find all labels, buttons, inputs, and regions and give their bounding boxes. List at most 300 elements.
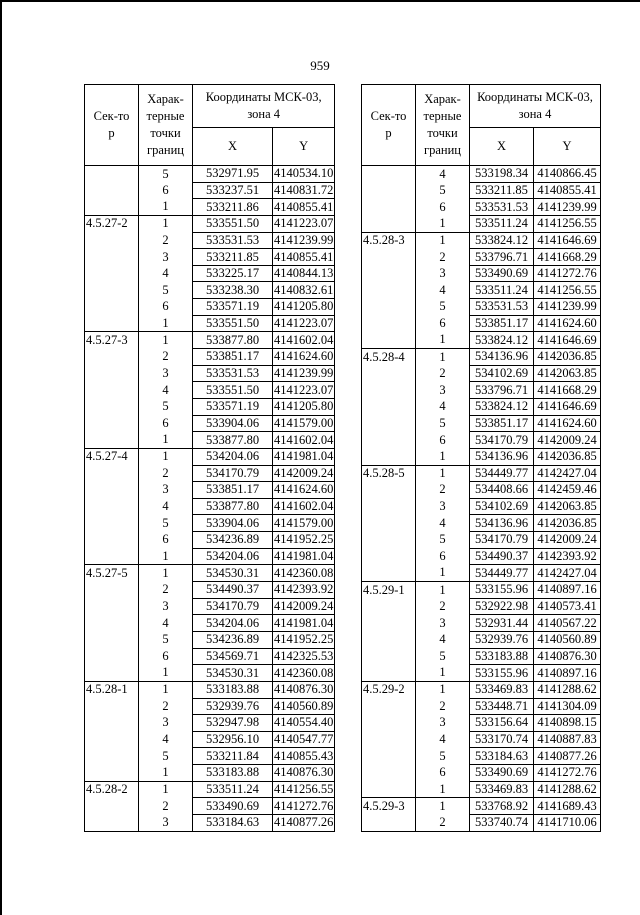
point-number-cell: 1	[139, 665, 193, 682]
sector-cell	[85, 515, 139, 532]
point-number-cell: 1	[416, 232, 470, 249]
coord-y-cell: 4140855.41	[274, 249, 334, 264]
coord-x-cell: 534170.79	[193, 598, 273, 615]
point-number-cell: 1	[416, 349, 470, 366]
sector-cell: 4.5.29-1	[362, 582, 416, 599]
coord-x-cell: 533851.17	[470, 315, 534, 332]
sector-cell	[362, 631, 416, 648]
coord-y-cell: 4142009.24	[274, 465, 334, 480]
coord-x-cell: 534569.71	[193, 648, 273, 665]
table-row	[85, 398, 335, 415]
sector-cell	[362, 265, 416, 282]
point-number-cell: 2	[416, 365, 470, 382]
table-row	[85, 166, 335, 183]
table-row	[362, 365, 601, 382]
point-number-cell: 5	[416, 648, 470, 665]
sector-cell	[85, 365, 139, 382]
coord-y-cell: 4141223.07	[274, 382, 334, 397]
point-number-cell: 4	[416, 731, 470, 748]
table-row	[85, 349, 335, 366]
coord-x-cell: 533740.74	[470, 814, 534, 831]
coord-y-cell: 4142427.04	[534, 465, 601, 482]
table-row	[362, 249, 601, 266]
sector-cell	[362, 415, 416, 432]
sector-cell: 4.5.27-4	[85, 448, 139, 465]
point-number-cell: 2	[139, 465, 193, 482]
coord-x-cell: 533238.30	[193, 282, 273, 299]
table-row	[85, 698, 335, 715]
table-row	[85, 215, 335, 232]
table-row	[362, 631, 601, 648]
coord-y-cell: 4141646.69	[534, 232, 601, 249]
point-number-cell: 5	[416, 748, 470, 765]
point-number-cell: 2	[416, 698, 470, 715]
table-row	[362, 282, 601, 299]
sector-cell	[85, 648, 139, 665]
coord-y-cell: 4141668.29	[534, 382, 601, 399]
point-number-cell: 1	[416, 798, 470, 815]
sector-cell	[362, 432, 416, 449]
coord-y-cell: 4142009.24	[274, 598, 334, 613]
table-row	[362, 265, 601, 282]
coord-x-cell: 533225.17	[193, 265, 273, 282]
coord-x-cell: 533237.51	[193, 182, 273, 199]
sector-cell	[362, 731, 416, 748]
sector-cell: 4.5.27-5	[85, 565, 139, 582]
coord-y-cell: 4141952.25	[274, 632, 334, 647]
sector-cell	[362, 598, 416, 615]
coord-y-cell: 4141288.62	[534, 781, 601, 798]
point-number-cell: 1	[416, 215, 470, 232]
sector-cell	[85, 415, 139, 432]
sector-cell	[362, 548, 416, 565]
point-number-cell: 6	[416, 199, 470, 216]
point-number-cell: 1	[139, 215, 193, 232]
table-row	[362, 182, 601, 199]
sector-cell	[85, 748, 139, 765]
page-number: 959	[310, 58, 330, 73]
table-row	[85, 665, 335, 682]
table-row	[85, 631, 335, 648]
coord-x-cell: 533511.24	[193, 781, 273, 798]
coordinates-table-right	[361, 84, 601, 832]
point-number-cell: 1	[416, 781, 470, 798]
table-row	[362, 648, 601, 665]
coord-x-cell: 533904.06	[193, 515, 273, 532]
coord-y-cell: 4141624.60	[274, 349, 334, 364]
coord-y-cell: 4141205.80	[274, 399, 334, 414]
coord-x-cell: 533183.88	[193, 765, 273, 782]
scan-border-left	[0, 0, 2, 915]
coord-y-cell: 4140876.30	[274, 682, 334, 697]
coord-y-cell: 4141223.07	[274, 216, 334, 231]
sector-cell	[362, 765, 416, 782]
table-row	[362, 748, 601, 765]
point-number-cell: 4	[416, 282, 470, 299]
coord-x-cell: 533155.96	[470, 582, 534, 599]
point-number-cell: 4	[139, 498, 193, 515]
point-number-cell: 3	[139, 365, 193, 382]
header-x: X	[470, 128, 534, 166]
table-row	[362, 798, 601, 815]
sector-cell	[85, 199, 139, 216]
coord-x-cell: 533824.12	[470, 398, 534, 415]
coord-y-cell: 4140898.15	[534, 715, 601, 732]
header-y: Y	[273, 128, 335, 166]
table-row	[362, 315, 601, 332]
coord-x-cell: 533211.85	[193, 249, 273, 266]
coord-y-cell: 4140560.89	[534, 631, 601, 648]
table-row	[362, 814, 601, 831]
point-number-cell: 5	[416, 415, 470, 432]
table-row	[85, 765, 335, 782]
coord-x-cell: 532922.98	[470, 598, 534, 615]
point-number-cell: 1	[416, 582, 470, 599]
sector-cell	[85, 532, 139, 549]
table-row	[362, 448, 601, 465]
coord-x-cell: 533511.24	[470, 215, 534, 232]
coord-y-cell: 4141304.09	[534, 698, 601, 715]
coord-x-cell: 533768.92	[470, 798, 534, 815]
coord-x-cell: 532931.44	[470, 615, 534, 632]
sector-cell	[85, 382, 139, 399]
point-number-cell: 3	[416, 498, 470, 515]
point-number-cell: 5	[139, 166, 193, 183]
coord-x-cell: 533170.74	[470, 731, 534, 748]
table-row	[362, 232, 601, 249]
table-row	[85, 249, 335, 266]
point-number-cell: 4	[416, 166, 470, 183]
point-number-cell: 3	[139, 249, 193, 266]
coord-y-cell: 4142036.85	[534, 448, 601, 465]
table-row	[362, 615, 601, 632]
coord-x-cell: 533448.71	[470, 698, 534, 715]
coord-x-cell: 533904.06	[193, 415, 273, 432]
coord-y-cell: 4141239.99	[534, 299, 601, 316]
coord-y-cell: 4140844.13	[274, 266, 334, 281]
table-row	[362, 465, 601, 482]
point-number-cell: 2	[139, 582, 193, 599]
coord-y-cell: 4140876.30	[534, 648, 601, 665]
sector-cell	[362, 199, 416, 216]
point-number-cell: 6	[139, 182, 193, 199]
coord-y-cell: 4140534.10	[274, 166, 334, 181]
table-row	[85, 182, 335, 199]
sector-cell	[85, 631, 139, 648]
point-number-cell: 5	[139, 398, 193, 415]
coord-x-cell: 533796.71	[470, 382, 534, 399]
sector-cell	[362, 532, 416, 549]
coord-y-cell: 4142325.53	[274, 648, 334, 663]
point-number-cell: 3	[139, 715, 193, 732]
sector-cell	[85, 814, 139, 831]
point-number-cell: 1	[139, 765, 193, 782]
coord-y-cell: 4142009.24	[534, 532, 601, 549]
sector-cell	[362, 282, 416, 299]
sector-cell	[362, 648, 416, 665]
point-number-cell: 1	[416, 665, 470, 682]
coord-y-cell: 4141239.99	[274, 366, 334, 380]
point-number-cell: 3	[139, 598, 193, 615]
sector-cell: 4.5.29-2	[362, 681, 416, 698]
sector-cell	[362, 515, 416, 532]
sector-cell: 4.5.27-2	[85, 215, 139, 232]
sector-cell	[85, 498, 139, 515]
coord-x-cell: 533796.71	[470, 249, 534, 266]
coord-y-cell: 4140855.43	[274, 748, 334, 763]
sector-cell	[362, 166, 416, 183]
point-number-cell: 1	[139, 199, 193, 216]
header-points: Харак-терные точки границ	[416, 85, 470, 166]
sector-cell: 4.5.29-3	[362, 798, 416, 815]
table-row	[85, 781, 335, 798]
coord-x-cell: 533571.19	[193, 299, 273, 316]
table-row	[362, 215, 601, 232]
coord-x-cell: 533851.17	[193, 482, 273, 499]
header-coords: Координаты МСК-03, зона 4	[470, 85, 601, 128]
coord-x-cell: 533490.69	[470, 765, 534, 782]
header-y: Y	[534, 128, 601, 166]
coord-x-cell: 533531.53	[193, 365, 273, 382]
coord-y-cell: 4141710.06	[534, 814, 601, 831]
point-number-cell: 6	[416, 548, 470, 565]
sector-cell	[85, 299, 139, 316]
point-number-cell: 3	[139, 814, 193, 831]
point-number-cell: 1	[416, 332, 470, 349]
point-number-cell: 6	[416, 315, 470, 332]
table-row	[85, 681, 335, 698]
point-number-cell: 3	[139, 482, 193, 499]
point-number-cell: 5	[139, 631, 193, 648]
coord-x-cell: 533156.64	[470, 715, 534, 732]
point-number-cell: 1	[139, 315, 193, 332]
point-number-cell: 4	[139, 265, 193, 282]
point-number-cell: 4	[416, 515, 470, 532]
coord-x-cell: 533851.17	[193, 349, 273, 366]
coord-y-cell: 4141272.76	[274, 798, 334, 813]
sector-cell	[362, 498, 416, 515]
coord-x-cell: 534204.06	[193, 448, 273, 465]
sector-cell	[85, 432, 139, 449]
sector-cell	[362, 615, 416, 632]
point-number-cell: 6	[139, 415, 193, 432]
sector-cell	[85, 798, 139, 815]
coord-y-cell: 4141602.04	[274, 432, 334, 447]
coord-x-cell: 533211.84	[193, 748, 273, 765]
coord-y-cell: 4141646.69	[534, 332, 601, 349]
table-row	[362, 681, 601, 698]
table-row	[85, 715, 335, 732]
table-row	[362, 166, 601, 183]
coord-y-cell: 4141981.04	[274, 615, 334, 630]
coordinates-table-left	[84, 84, 335, 832]
point-number-cell: 2	[139, 798, 193, 815]
coord-x-cell: 533183.88	[470, 648, 534, 665]
sector-cell	[85, 398, 139, 415]
coord-x-cell: 534408.66	[470, 482, 534, 499]
table-row	[362, 781, 601, 798]
coord-x-cell: 532971.95	[193, 166, 273, 183]
table-row	[85, 515, 335, 532]
coord-x-cell: 534170.79	[470, 432, 534, 449]
sector-cell	[85, 698, 139, 715]
coord-x-cell: 534204.06	[193, 615, 273, 632]
coord-x-cell: 533531.53	[470, 199, 534, 216]
coord-y-cell: 4140876.30	[274, 765, 334, 780]
table-row	[85, 199, 335, 216]
point-number-cell: 2	[416, 482, 470, 499]
coordinates-body-right	[362, 166, 601, 832]
table-row	[362, 332, 601, 349]
coord-y-cell: 4141205.80	[274, 299, 334, 314]
coord-y-cell: 4140866.45	[534, 166, 601, 183]
point-number-cell: 2	[416, 598, 470, 615]
coord-x-cell: 533551.50	[193, 382, 273, 399]
table-row	[85, 598, 335, 615]
coord-x-cell: 533571.19	[193, 398, 273, 415]
coord-x-cell: 533551.50	[193, 315, 273, 332]
coord-y-cell: 4142427.04	[534, 565, 601, 582]
coord-y-cell: 4142459.46	[534, 482, 601, 499]
coord-y-cell: 4141668.29	[534, 249, 601, 266]
coord-y-cell: 4141239.99	[274, 232, 334, 247]
table-row	[85, 465, 335, 482]
sector-cell	[362, 332, 416, 349]
point-number-cell: 4	[139, 615, 193, 632]
coord-y-cell: 4141689.43	[534, 798, 601, 815]
table-row	[362, 432, 601, 449]
table-row	[85, 532, 335, 549]
point-number-cell: 1	[139, 565, 193, 582]
coord-x-cell: 532939.76	[470, 631, 534, 648]
coord-y-cell: 4141624.60	[534, 315, 601, 332]
coord-x-cell: 534449.77	[470, 565, 534, 582]
coord-y-cell: 4142009.24	[534, 432, 601, 449]
sector-cell	[85, 598, 139, 615]
coord-x-cell: 533211.85	[470, 182, 534, 199]
coord-y-cell: 4141646.69	[534, 398, 601, 415]
sector-cell	[362, 249, 416, 266]
table-row	[362, 698, 601, 715]
point-number-cell: 5	[139, 282, 193, 299]
coord-x-cell: 533490.69	[470, 265, 534, 282]
point-number-cell: 5	[416, 182, 470, 199]
table-row	[362, 398, 601, 415]
table-row	[362, 665, 601, 682]
point-number-cell: 4	[416, 398, 470, 415]
sector-cell	[362, 182, 416, 199]
sector-cell	[362, 715, 416, 732]
table-row	[85, 415, 335, 432]
point-number-cell: 5	[139, 748, 193, 765]
coord-y-cell: 4142393.92	[534, 548, 601, 565]
sector-cell	[362, 665, 416, 682]
coord-x-cell: 533531.53	[470, 299, 534, 316]
coord-x-cell: 534102.69	[470, 498, 534, 515]
sector-cell	[362, 698, 416, 715]
sector-cell: 4.5.27-3	[85, 332, 139, 349]
table-row	[85, 365, 335, 382]
coord-y-cell: 4140554.40	[274, 715, 334, 730]
coord-x-cell: 534236.89	[193, 532, 273, 549]
coord-x-cell: 534236.89	[193, 631, 273, 648]
sector-cell	[85, 715, 139, 732]
coord-x-cell: 533824.12	[470, 332, 534, 349]
coord-x-cell: 533155.96	[470, 665, 534, 682]
sector-cell	[85, 482, 139, 499]
point-number-cell: 1	[139, 432, 193, 449]
sector-cell	[362, 448, 416, 465]
sector-cell	[85, 249, 139, 266]
header-coords: Координаты МСК-03, зона 4	[193, 85, 335, 128]
table-row	[362, 349, 601, 366]
table-row	[362, 515, 601, 532]
sector-cell	[85, 665, 139, 682]
table-row	[85, 432, 335, 449]
sector-cell	[362, 365, 416, 382]
table-row	[85, 548, 335, 565]
sector-cell	[85, 615, 139, 632]
coord-x-cell: 534449.77	[470, 465, 534, 482]
table-row	[362, 548, 601, 565]
coord-y-cell: 4140855.41	[274, 199, 334, 214]
table-row	[85, 814, 335, 831]
coord-y-cell: 4142036.85	[534, 515, 601, 532]
coord-x-cell: 534530.31	[193, 565, 273, 582]
coord-y-cell: 4140855.41	[534, 182, 601, 199]
coord-x-cell: 533851.17	[470, 415, 534, 432]
coord-x-cell: 534102.69	[470, 365, 534, 382]
coord-y-cell: 4141256.55	[534, 215, 601, 232]
table-row	[362, 199, 601, 216]
table-row	[85, 482, 335, 499]
point-number-cell: 1	[139, 681, 193, 698]
coord-x-cell: 533211.86	[193, 199, 273, 216]
coord-y-cell: 4142360.08	[274, 665, 334, 680]
sector-cell	[362, 482, 416, 499]
coord-y-cell: 4141624.60	[534, 415, 601, 432]
table-row	[85, 232, 335, 249]
sector-cell	[85, 182, 139, 199]
coord-x-cell: 534136.96	[470, 515, 534, 532]
sector-cell	[85, 265, 139, 282]
sector-cell: 4.5.28-2	[85, 781, 139, 798]
table-row	[362, 582, 601, 599]
coord-y-cell: 4141624.60	[274, 482, 334, 497]
sector-cell: 4.5.28-4	[362, 349, 416, 366]
coord-x-cell: 534136.96	[470, 448, 534, 465]
point-number-cell: 4	[416, 631, 470, 648]
sector-cell	[85, 465, 139, 482]
coord-y-cell: 4140832.61	[274, 282, 334, 297]
sector-cell	[362, 814, 416, 831]
point-number-cell: 3	[416, 265, 470, 282]
coord-x-cell: 533183.88	[193, 681, 273, 698]
coord-y-cell: 4141239.99	[534, 199, 601, 216]
point-number-cell: 4	[139, 731, 193, 748]
coord-y-cell: 4141579.00	[274, 515, 334, 530]
table-row	[85, 265, 335, 282]
coord-x-cell: 533469.83	[470, 681, 534, 698]
coord-y-cell: 4141579.00	[274, 415, 334, 430]
coord-y-cell: 4140877.26	[274, 815, 334, 830]
coord-y-cell: 4141272.76	[534, 265, 601, 282]
sector-cell	[85, 166, 139, 183]
point-number-cell: 6	[139, 299, 193, 316]
point-number-cell: 2	[416, 249, 470, 266]
coordinates-body-left	[85, 166, 335, 832]
coord-x-cell: 533877.80	[193, 332, 273, 349]
